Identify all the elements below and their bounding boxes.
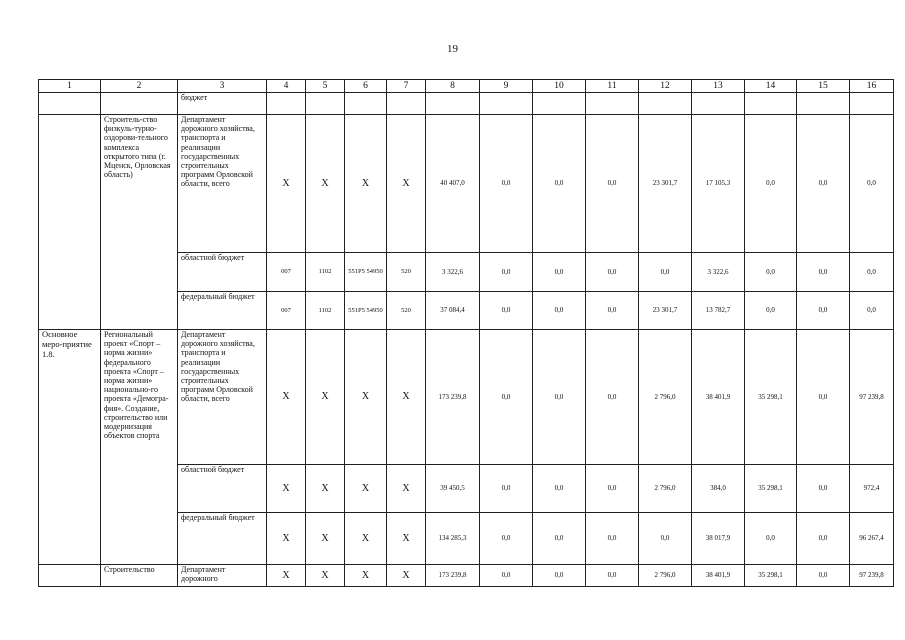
header-cell: 15: [797, 80, 850, 93]
budget-source-cell: федеральный бюджет: [178, 292, 267, 330]
x-mark-cell: Х: [387, 565, 426, 587]
x-mark-cell: Х: [306, 330, 345, 465]
event-description-cell: Строитель-ство физкуль-турно-оздорови-тельного комплекса открытого типа (г. Мценск, Орловская область): [101, 115, 178, 330]
amount-cell: 2 796,0: [639, 330, 692, 465]
header-cell: 1: [39, 80, 101, 93]
table-cell: [850, 93, 894, 115]
event-description-cell: Региональный проект «Спорт – норма жизни» федерального проекта «Спорт – норма жизни» национально-го проекта «Демогра-фия». Создание, строительство или модернизация объектов спорта: [101, 330, 178, 565]
table-cell: [533, 93, 586, 115]
amount-cell: 35 298,1: [745, 465, 797, 513]
amount-cell: 384,0: [692, 465, 745, 513]
amount-cell: 0,0: [480, 292, 533, 330]
amount-cell: 0,0: [533, 292, 586, 330]
budget-source-cell: федеральный бюджет: [178, 513, 267, 565]
header-cell: 4: [267, 80, 306, 93]
budget-source-cell: областной бюджет: [178, 465, 267, 513]
x-mark-cell: Х: [306, 465, 345, 513]
code-cell: 520: [387, 253, 426, 292]
page-number: 19: [447, 43, 458, 55]
amount-cell: 0,0: [480, 253, 533, 292]
header-cell: 13: [692, 80, 745, 93]
x-mark-cell: Х: [345, 465, 387, 513]
amount-cell: 0,0: [480, 115, 533, 253]
amount-cell: 0,0: [533, 465, 586, 513]
amount-cell: 3 322,6: [426, 253, 480, 292]
amount-cell: 0,0: [480, 513, 533, 565]
header-cell: 5: [306, 80, 345, 93]
amount-cell: 13 782,7: [692, 292, 745, 330]
amount-cell: 40 407,0: [426, 115, 480, 253]
amount-cell: 35 298,1: [745, 565, 797, 587]
x-mark-cell: Х: [387, 465, 426, 513]
header-cell: 16: [850, 80, 894, 93]
amount-cell: 38 401,9: [692, 565, 745, 587]
amount-cell: 0,0: [797, 465, 850, 513]
amount-cell: 0,0: [586, 465, 639, 513]
amount-cell: 0,0: [745, 513, 797, 565]
header-cell: 10: [533, 80, 586, 93]
x-mark-cell: Х: [267, 115, 306, 253]
table-cell: [387, 93, 426, 115]
table-cell: [692, 93, 745, 115]
x-mark-cell: Х: [345, 115, 387, 253]
amount-cell: 0,0: [639, 253, 692, 292]
table-cell: [306, 93, 345, 115]
code-cell: 007: [267, 292, 306, 330]
table-row: [39, 565, 894, 587]
table-cell: [345, 93, 387, 115]
header-cell: 2: [101, 80, 178, 93]
amount-cell: 0,0: [533, 253, 586, 292]
amount-cell: 3 322,6: [692, 253, 745, 292]
executor-cell: Департамент дорожного хозяйства, транспорта и реализации государственных строительных программ Орловской области, всего: [178, 115, 267, 253]
amount-cell: 0,0: [797, 330, 850, 465]
budget-table: [38, 79, 894, 587]
x-mark-cell: Х: [387, 513, 426, 565]
table-cell: [745, 93, 797, 115]
code-cell: 1102: [306, 253, 345, 292]
amount-cell: 134 285,3: [426, 513, 480, 565]
header-cell: 8: [426, 80, 480, 93]
x-mark-cell: Х: [267, 330, 306, 465]
amount-cell: 2 796,0: [639, 565, 692, 587]
amount-cell: 173 239,8: [426, 565, 480, 587]
code-cell: 520: [387, 292, 426, 330]
amount-cell: 2 796,0: [639, 465, 692, 513]
x-mark-cell: Х: [267, 465, 306, 513]
amount-cell: 0,0: [586, 513, 639, 565]
amount-cell: 0,0: [639, 513, 692, 565]
budget-source-cell: бюджет: [178, 93, 267, 115]
table-cell: [426, 93, 480, 115]
x-mark-cell: Х: [345, 565, 387, 587]
header-cell: 11: [586, 80, 639, 93]
table-row: [39, 93, 894, 115]
amount-cell: 96 267,4: [850, 513, 894, 565]
amount-cell: 0,0: [745, 253, 797, 292]
amount-cell: 0,0: [797, 565, 850, 587]
amount-cell: 0,0: [533, 330, 586, 465]
table-cell: [797, 93, 850, 115]
x-mark-cell: Х: [387, 115, 426, 253]
amount-cell: 0,0: [797, 292, 850, 330]
amount-cell: 37 084,4: [426, 292, 480, 330]
x-mark-cell: Х: [267, 565, 306, 587]
header-cell: 3: [178, 80, 267, 93]
executor-cell: Департамент дорожного хозяйства, транспорта и реализации государственных строительных программ Орловской области, всего: [178, 330, 267, 465]
x-mark-cell: Х: [387, 330, 426, 465]
table-cell: [39, 93, 101, 115]
header-row: [39, 80, 894, 93]
amount-cell: 38 401,9: [692, 330, 745, 465]
table-cell: [39, 565, 101, 587]
event-description-cell: Строительство: [101, 565, 178, 587]
amount-cell: 0,0: [586, 565, 639, 587]
activity-number-cell: Основное меро-приятие 1.8.: [39, 330, 101, 565]
amount-cell: 0,0: [850, 292, 894, 330]
executor-cell: Департамент дорожного: [178, 565, 267, 587]
table-cell: [480, 93, 533, 115]
amount-cell: 173 239,8: [426, 330, 480, 465]
x-mark-cell: Х: [345, 513, 387, 565]
table-cell: [39, 115, 101, 330]
amount-cell: 97 239,8: [850, 565, 894, 587]
amount-cell: 0,0: [586, 330, 639, 465]
table-row: [39, 330, 894, 465]
header-cell: 6: [345, 80, 387, 93]
amount-cell: 17 105,3: [692, 115, 745, 253]
table-cell: [639, 93, 692, 115]
amount-cell: 0,0: [533, 513, 586, 565]
amount-cell: 0,0: [533, 565, 586, 587]
amount-cell: 0,0: [745, 292, 797, 330]
amount-cell: 0,0: [480, 565, 533, 587]
table-cell: [586, 93, 639, 115]
code-cell: 551P5 54950: [345, 253, 387, 292]
amount-cell: 38 017,9: [692, 513, 745, 565]
amount-cell: 972,4: [850, 465, 894, 513]
amount-cell: 39 450,5: [426, 465, 480, 513]
x-mark-cell: Х: [345, 330, 387, 465]
amount-cell: 0,0: [850, 115, 894, 253]
header-cell: 9: [480, 80, 533, 93]
code-cell: 007: [267, 253, 306, 292]
amount-cell: 0,0: [480, 465, 533, 513]
amount-cell: 97 239,8: [850, 330, 894, 465]
amount-cell: 0,0: [586, 292, 639, 330]
header-cell: 14: [745, 80, 797, 93]
header-cell: 12: [639, 80, 692, 93]
amount-cell: 0,0: [586, 253, 639, 292]
amount-cell: 0,0: [586, 115, 639, 253]
code-cell: 551P5 54950: [345, 292, 387, 330]
amount-cell: 0,0: [850, 253, 894, 292]
amount-cell: 0,0: [797, 253, 850, 292]
code-cell: 1102: [306, 292, 345, 330]
amount-cell: 23 301,7: [639, 115, 692, 253]
x-mark-cell: Х: [306, 115, 345, 253]
amount-cell: 0,0: [533, 115, 586, 253]
amount-cell: 0,0: [745, 115, 797, 253]
amount-cell: 35 298,1: [745, 330, 797, 465]
amount-cell: 0,0: [797, 513, 850, 565]
amount-cell: 23 301,7: [639, 292, 692, 330]
table-cell: [267, 93, 306, 115]
amount-cell: 0,0: [797, 115, 850, 253]
x-mark-cell: Х: [306, 565, 345, 587]
amount-cell: 0,0: [480, 330, 533, 465]
header-cell: 7: [387, 80, 426, 93]
table-cell: [101, 93, 178, 115]
x-mark-cell: Х: [306, 513, 345, 565]
budget-source-cell: областной бюджет: [178, 253, 267, 292]
x-mark-cell: Х: [267, 513, 306, 565]
table-row: [39, 115, 894, 253]
